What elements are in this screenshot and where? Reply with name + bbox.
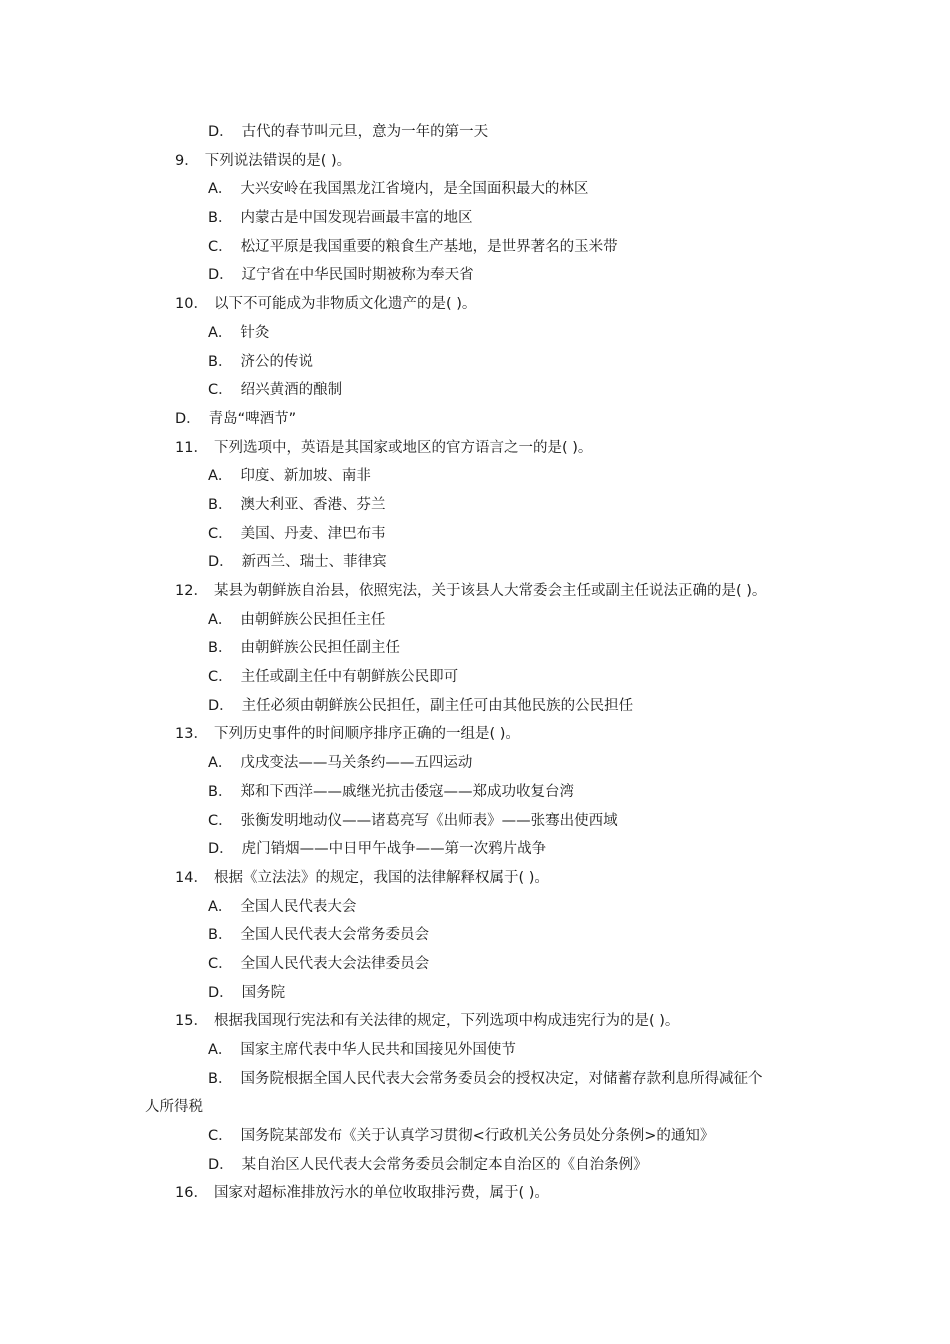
option-label: B．	[208, 1070, 233, 1087]
option-line	[0, 1122, 950, 1151]
question-text: 根据《立法法》的规定，我国的法律解释权属于( )。	[213, 869, 549, 886]
option-line	[0, 1065, 950, 1094]
option-line	[0, 233, 950, 262]
question-text: 以下不可能成为非物质文化遗产的是( )。	[213, 296, 477, 313]
question-text: 根据我国现行宪法和有关法律的规定，下列选项中构成违宪行为的是( )。	[213, 1013, 680, 1030]
option-text: 新西兰、瑞士、菲律宾	[241, 554, 387, 571]
option-line	[0, 118, 950, 147]
option-text: 主任必须由朝鲜族公民担任，副主任可由其他民族的公民担任	[241, 697, 634, 714]
question-number: 9．	[175, 152, 199, 169]
option-label: D．	[208, 984, 234, 1001]
option-line	[0, 491, 950, 520]
option-text: 针灸	[240, 324, 270, 341]
option-line	[0, 835, 950, 864]
option-text: 青岛“啤酒节”	[208, 410, 297, 427]
option-label: A．	[208, 898, 233, 915]
question-line	[0, 864, 950, 893]
option-line	[0, 606, 950, 635]
option-label: A．	[208, 755, 233, 772]
option-line	[0, 462, 950, 491]
question-text: 下列历史事件的时间顺序排序正确的一组是( )。	[213, 726, 520, 743]
option-label: C．	[208, 525, 233, 542]
question-line	[0, 434, 950, 463]
question-number: 15．	[175, 1013, 208, 1030]
option-label: B．	[208, 927, 233, 944]
option-line	[0, 405, 950, 434]
option-line	[0, 204, 950, 233]
option-line	[0, 376, 950, 405]
question-text: 下列说法错误的是( )。	[204, 152, 352, 169]
option-text: 大兴安岭在我国黑龙江省境内，是全国面积最大的林区	[240, 181, 589, 198]
question-number: 12．	[175, 583, 208, 599]
option-label: B．	[208, 496, 233, 513]
option-text: 全国人民代表大会常务委员会	[240, 927, 429, 944]
question-line	[0, 577, 950, 606]
option-text: 古代的春节叫元旦，意为一年的第一天	[241, 124, 489, 140]
option-text: 美国、丹麦、津巴布韦	[240, 525, 386, 542]
option-label: C．	[208, 955, 233, 972]
option-label: D．	[208, 841, 234, 858]
question-number: 13．	[175, 726, 208, 743]
option-line	[0, 979, 950, 1008]
option-label: D．	[208, 267, 234, 284]
option-text: 主任或副主任中有朝鲜族公民即可	[240, 669, 459, 686]
question-line	[0, 147, 950, 176]
option-text: 澳大利亚、香港、芬兰	[240, 496, 386, 513]
option-text: 国家主席代表中华人民共和国接见外国使节	[240, 1042, 516, 1058]
option-text: 张衡发明地动仪——诸葛亮写《出师表》——张骞出使西域	[240, 812, 618, 829]
question-text: 某县为朝鲜族自治县，依照宪法，关于该县人大常委会主任或副主任说法正确的是( )。	[213, 583, 767, 599]
option-label: D．	[208, 1156, 234, 1173]
option-line	[0, 893, 950, 922]
question-number: 11．	[175, 439, 208, 456]
question-line	[0, 290, 950, 319]
option-text: 郑和下西洋——戚继光抗击倭寇——郑成功收复台湾	[240, 783, 574, 800]
question-number: 16．	[175, 1185, 208, 1202]
option-line	[0, 921, 950, 950]
option-text: 戊戌变法——马关条约——五四运动	[240, 755, 473, 772]
question-line	[0, 1007, 950, 1036]
option-label: A．	[208, 1042, 233, 1058]
option-line	[0, 261, 950, 290]
option-line	[0, 1036, 950, 1065]
option-label: B．	[208, 783, 233, 800]
option-line	[0, 950, 950, 979]
option-label: B．	[208, 353, 233, 370]
option-line	[0, 548, 950, 577]
option-text: 国务院根据全国人民代表大会常务委员会的授权决定，对储蓄存款利息所得减征个	[240, 1070, 763, 1087]
option-label: A．	[208, 611, 233, 628]
option-label: A．	[208, 324, 233, 341]
option-label: C．	[208, 669, 233, 686]
question-text: 国家对超标准排放污水的单位收取排污费，属于( )。	[213, 1185, 549, 1202]
option-label: C．	[208, 382, 233, 399]
option-label: A．	[208, 181, 233, 198]
option-label: D．	[208, 697, 234, 714]
option-text: 济公的传说	[240, 353, 313, 370]
option-label: C．	[208, 1128, 233, 1145]
option-text: 国务院某部发布《关于认真学习贯彻<行政机关公务员处分条例>的通知》	[240, 1128, 715, 1145]
option-label: C．	[208, 238, 233, 255]
option-line	[0, 749, 950, 778]
document-page	[0, 118, 950, 1208]
option-text: 内蒙古是中国发现岩画最丰富的地区	[240, 210, 473, 227]
option-line	[0, 692, 950, 721]
option-line	[0, 634, 950, 663]
option-line	[0, 778, 950, 807]
option-text: 国务院	[241, 984, 286, 1001]
option-label: D．	[208, 554, 234, 571]
option-line	[0, 807, 950, 836]
option-text: 全国人民代表大会	[240, 898, 357, 915]
question-number: 14．	[175, 869, 208, 886]
option-text: 辽宁省在中华民国时期被称为奉天省	[241, 267, 474, 284]
option-label: C．	[208, 812, 233, 829]
option-label: B．	[208, 210, 233, 227]
option-text: 印度、新加坡、南非	[240, 468, 371, 485]
option-line	[0, 348, 950, 377]
option-label: A．	[208, 468, 233, 485]
option-text: 某自治区人民代表大会常务委员会制定本自治区的《自治条例》	[241, 1156, 648, 1173]
question-text: 下列选项中，英语是其国家或地区的官方语言之一的是( )。	[213, 439, 593, 456]
option-line	[0, 319, 950, 348]
option-line	[0, 175, 950, 204]
option-text: 全国人民代表大会法律委员会	[240, 955, 430, 972]
option-text: 由朝鲜族公民担任副主任	[240, 640, 400, 657]
option-label: D．	[175, 410, 201, 427]
option-text: 松辽平原是我国重要的粮食生产基地，是世界著名的玉米带	[240, 238, 618, 255]
option-label: B．	[208, 640, 233, 657]
option-label: D．	[208, 124, 234, 140]
option-line	[0, 663, 950, 692]
question-line	[0, 720, 950, 749]
option-text: 虎门销烟——中日甲午战争——第一次鸦片战争	[241, 841, 547, 858]
question-line	[0, 1179, 950, 1208]
option-line	[0, 1151, 950, 1180]
wrapped-text-line	[0, 1093, 950, 1122]
option-text: 人所得税	[145, 1099, 203, 1116]
question-number: 10．	[175, 296, 208, 313]
option-text: 由朝鲜族公民担任主任	[240, 611, 386, 628]
option-line	[0, 520, 950, 549]
option-text: 绍兴黄酒的酿制	[240, 382, 343, 399]
